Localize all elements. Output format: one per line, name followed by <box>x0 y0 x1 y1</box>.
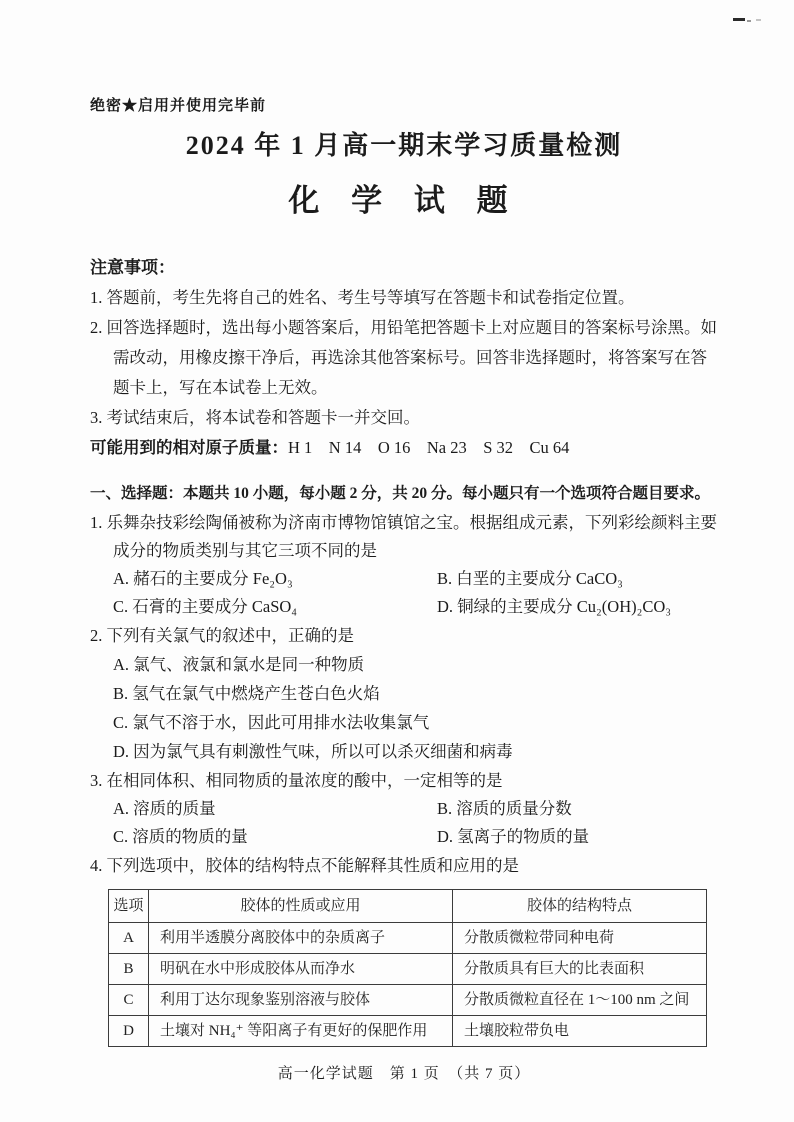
table-cell-option: B <box>109 954 149 985</box>
exam-title: 2024 年 1 月高一期末学习质量检测 <box>185 131 623 160</box>
question-3-option-a: A. 溶质的质量 <box>113 799 216 818</box>
notice-item-2: 2. 回答选择题时，选出每小题答案后，用铅笔把答题卡上对应题目的答案标号涂黑。如需改动，用橡皮擦干净后，再选涂其他答案标号。回答非选择题时，将答案写在答题卡上，写在本试卷上无效。 <box>90 318 717 397</box>
colloid-table-header-feature: 胶体的结构特点 <box>453 890 707 923</box>
exam-subject-title: 化 学 试 题 <box>288 183 520 218</box>
question-2-option-a: A. 氯气、液氯和氯水是同一种物质 <box>113 655 365 674</box>
question-1-option-c: C. 石膏的主要成分 CaSO₄ <box>113 597 298 616</box>
question-1-stem: 1. 乐舞杂技彩绘陶俑被称为济南市博物馆镇馆之宝。根据组成元素，下列彩绘颜料主要成分的物质类别与其它三项不同的是 <box>90 513 717 560</box>
scan-smudge-dot <box>747 20 751 22</box>
table-cell-feature: 分散质具有巨大的比表面积 <box>453 954 707 985</box>
question-3-options <box>90 795 718 851</box>
question-3 <box>90 767 718 851</box>
table-cell-option: D <box>109 1016 149 1047</box>
scan-smudge-dash <box>733 18 745 21</box>
table-cell-option: A <box>109 923 149 954</box>
atomic-mass-line <box>90 433 718 463</box>
question-2-options <box>90 650 718 766</box>
table-cell-feature: 分散质微粒直径在 1～100 nm 之间 <box>453 985 707 1016</box>
table-cell-feature: 土壤胶粒带负电 <box>453 1016 707 1047</box>
page-footer: 高一化学试题 第 1 页 （共 7 页） <box>277 1066 531 1082</box>
table-row <box>109 985 707 1016</box>
question-1 <box>90 509 718 621</box>
question-3-option-d: D. 氢离子的物质的量 <box>437 827 590 846</box>
question-2-option-b: B. 氢气在氯气中燃烧产生苍白色火焰 <box>113 684 380 703</box>
notice-item-3: 3. 考试结束后，将本试卷和答题卡一并交回。 <box>90 408 420 427</box>
question-1-options <box>90 565 718 621</box>
table-cell-feature: 分散质微粒带同种电荷 <box>453 923 707 954</box>
table-cell-property: 利用丁达尔现象鉴别溶液与胶体 <box>149 985 453 1016</box>
colloid-table <box>108 889 707 1047</box>
table-cell-option: C <box>109 985 149 1016</box>
question-2 <box>90 622 718 766</box>
security-notice: 绝密★启用并使用完毕前 <box>90 98 267 114</box>
colloid-table-header-property: 胶体的性质或应用 <box>149 890 453 923</box>
table-cell-property: 利用半透膜分离胶体中的杂质离子 <box>149 923 453 954</box>
question-1-option-b: B. 白垩的主要成分 CaCO₃ <box>437 569 623 588</box>
colloid-table-header-option: 选项 <box>109 890 149 923</box>
question-1-option-a: A. 赭石的主要成分 Fe₂O₃ <box>113 569 293 588</box>
scan-artifact-mark <box>733 18 763 23</box>
table-row <box>109 923 707 954</box>
question-4-stem: 4. 下列选项中，胶体的结构特点不能解释其性质和应用的是 <box>90 856 519 875</box>
table-cell-property: 土壤对 NH₄⁺ 等阳离子有更好的保肥作用 <box>149 1016 453 1047</box>
question-3-option-b: B. 溶质的质量分数 <box>437 799 572 818</box>
question-4 <box>90 852 718 1047</box>
question-1-option-d: D. 铜绿的主要成分 Cu₂(OH)₂CO₃ <box>437 597 672 616</box>
atomic-mass-label: 可能用到的相对原子质量： <box>90 438 288 457</box>
table-row <box>109 954 707 985</box>
notice-heading: 注意事项： <box>90 258 175 277</box>
question-2-option-c: C. 氯气不溶于水，因此可用排水法收集氯气 <box>113 713 430 732</box>
notice-section <box>90 253 718 463</box>
atomic-mass-values: H 1 N 14 O 16 Na 23 S 32 Cu 64 <box>288 438 570 457</box>
table-cell-property: 明矾在水中形成胶体从而净水 <box>149 954 453 985</box>
scan-smudge-dot <box>756 19 761 21</box>
question-2-option-d: D. 因为氯气具有刺激性气味，所以可以杀灭细菌和病毒 <box>113 742 513 761</box>
question-3-stem: 3. 在相同体积、相同物质的量浓度的酸中，一定相等的是 <box>90 771 503 790</box>
section-1-heading: 一、选择题：本题共 10 小题，每小题 2 分，共 20 分。每小题只有一个选项符合题目要求。 <box>90 485 711 502</box>
table-row <box>109 1016 707 1047</box>
question-2-stem: 2. 下列有关氯气的叙述中，正确的是 <box>90 626 354 645</box>
question-3-option-c: C. 溶质的物质的量 <box>113 827 248 846</box>
colloid-table-header-row <box>109 890 707 923</box>
notice-item-1: 1. 答题前，考生先将自己的姓名、考生号等填写在答题卡和试卷指定位置。 <box>90 288 635 307</box>
